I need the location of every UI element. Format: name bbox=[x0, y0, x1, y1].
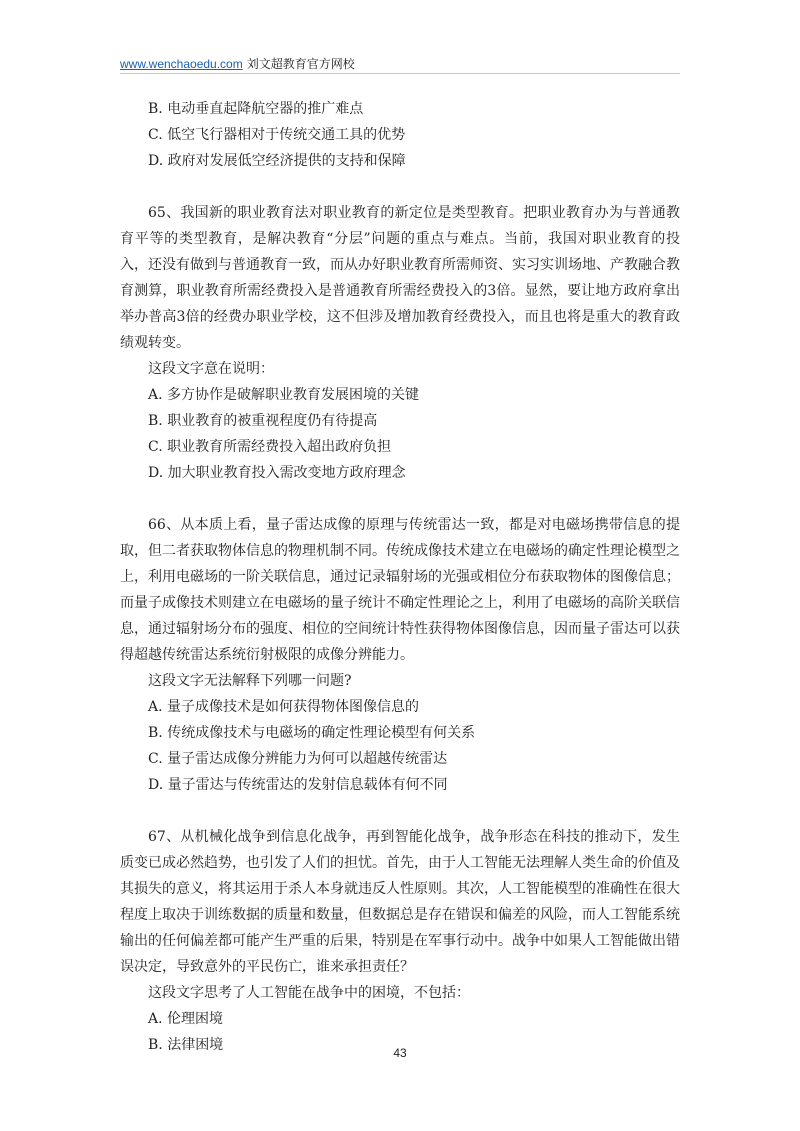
question-stem-65: 这段文字意在说明： bbox=[148, 361, 274, 377]
option-b: B. 职业教育的被重视程度仍有待提高 bbox=[148, 413, 378, 429]
website-link[interactable]: www.wenchaoedu.com bbox=[120, 57, 243, 71]
prev-question-options bbox=[120, 96, 680, 174]
header-divider bbox=[120, 73, 680, 74]
option-b: B. 传统成像技术与电磁场的确定性理论模型有何关系 bbox=[148, 725, 476, 741]
option-d: D. 政府对发展低空经济提供的支持和保障 bbox=[148, 153, 406, 169]
option-a: A. 量子成像技术是如何获得物体图像信息的 bbox=[148, 699, 420, 715]
question-65 bbox=[120, 200, 680, 486]
option-c: C. 职业教育所需经费投入超出政府负担 bbox=[148, 439, 392, 455]
question-stem-66: 这段文字无法解释下列哪一问题? bbox=[148, 673, 352, 689]
question-stem-67: 这段文字思考了人工智能在战争中的困境，不包括： bbox=[148, 985, 470, 1001]
option-d: D. 量子雷达与传统雷达的发射信息载体有何不同 bbox=[148, 777, 448, 793]
passage-66: 66、从本质上看，量子雷达成像的原理与传统雷达一致，都是对电磁场携带信息的提取，但二者获取物体信息的物理机制不同。传统成像技术建立在电磁场的确定性理论模型之上，利用电磁场的一阶关联信息，通过记录辐射场的光强或相位分布获取物体的图像信息；而量子成像技术则建立在电磁场的量子统计不确定性理论之上，利用了电磁场的高阶关联信息，通过辐射场分布的强度、相位的空间统计特性获得物体图像信息，因而量子雷达可以获得超越传统雷达系统衍射极限的成像分辨能力。 bbox=[120, 517, 680, 663]
option-a: A. 多方协作是破解职业教育发展困境的关键 bbox=[148, 387, 420, 403]
option-b: B. 法律困境 bbox=[148, 1037, 224, 1053]
org-name: 刘文超教育官方网校 bbox=[246, 57, 355, 71]
page-number: 43 bbox=[393, 1046, 407, 1060]
page-header bbox=[120, 55, 355, 72]
option-c: C. 低空飞行器相对于传统交通工具的优势 bbox=[148, 127, 406, 143]
question-67 bbox=[120, 824, 680, 1058]
question-66 bbox=[120, 512, 680, 798]
option-b: B. 电动垂直起降航空器的推广难点 bbox=[148, 101, 364, 117]
option-a: A. 伦理困境 bbox=[148, 1011, 224, 1027]
passage-65: 65、我国新的职业教育法对职业教育的新定位是类型教育。把职业教育办为与普通教育平等的类型教育，是解决教育“分层”问题的重点与难点。当前，我国对职业教育的投入，还没有做到与普通教育一致，而从办好职业教育所需师资、实习实训场地、产教融合教育测算，职业教育所需经费投入是普通教育所需经费投入的3倍。显然，要让地方政府拿出举办普高3倍的经费办职业学校，这不但涉及增加教育经费投入，而且也将是重大的教育政绩观转变。 bbox=[120, 205, 680, 351]
option-d: D. 加大职业教育投入需改变地方政府理念 bbox=[148, 465, 406, 481]
page-content bbox=[120, 96, 680, 1058]
passage-67: 67、从机械化战争到信息化战争，再到智能化战争，战争形态在科技的推动下，发生质变已成必然趋势，也引发了人们的担忧。首先，由于人工智能无法理解人类生命的价值及其损失的意义，将其运用于杀人本身就违反人性原则。其次，人工智能模型的准确性在很大程度上取决于训练数据的质量和数量，但数据总是存在错误和偏差的风险，而人工智能系统输出的任何偏差都可能产生严重的后果，特别是在军事行动中。战争中如果人工智能做出错误决定，导致意外的平民伤亡，谁来承担责任？ bbox=[120, 829, 680, 975]
option-c: C. 量子雷达成像分辨能力为何可以超越传统雷达 bbox=[148, 751, 448, 767]
